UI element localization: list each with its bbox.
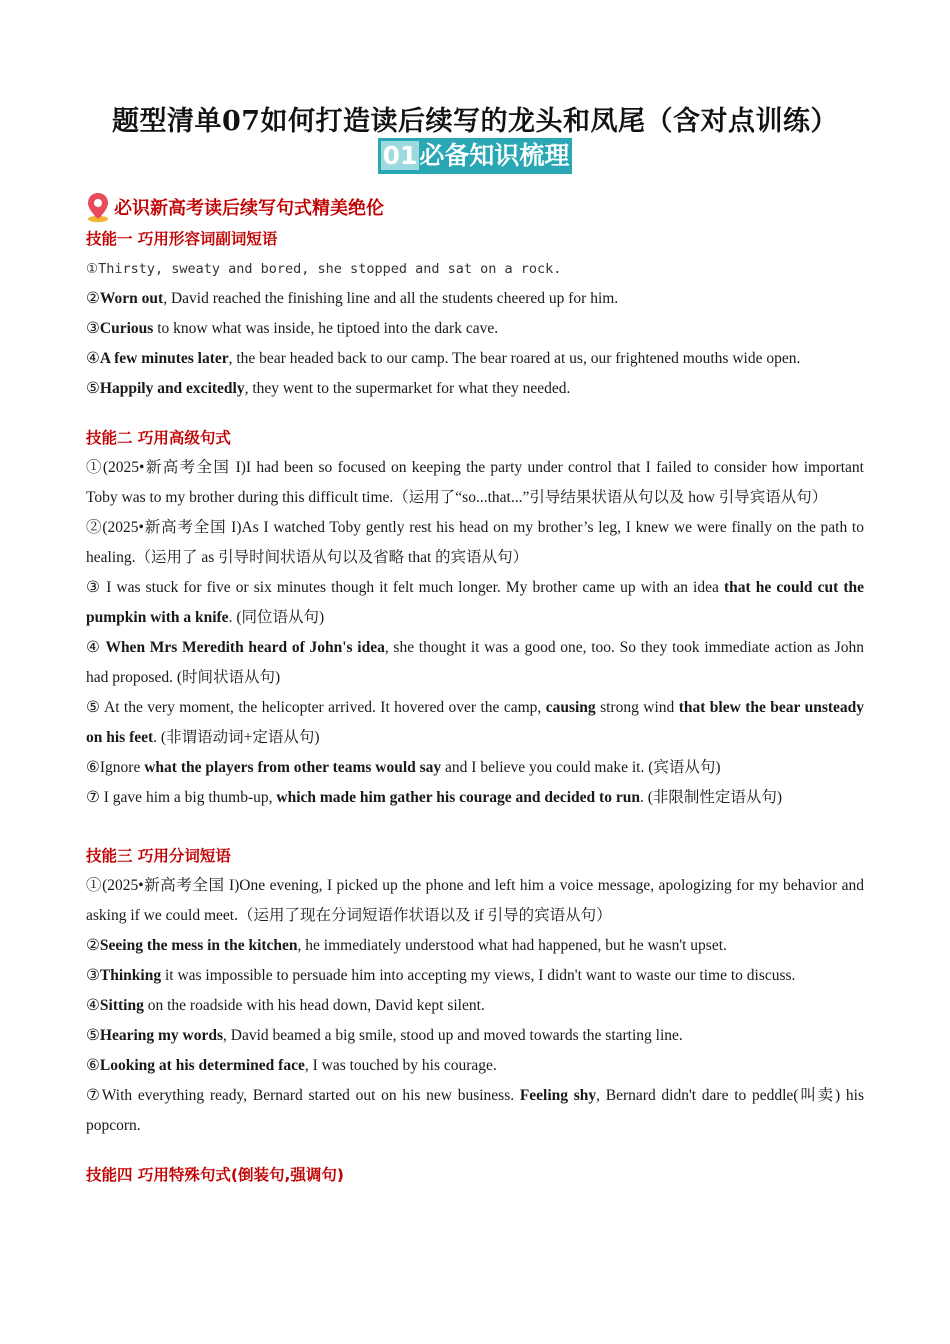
page-title: 题型清单07如何打造读后续写的龙头和凤尾（含对点训练） — [111, 106, 839, 137]
skill-heading-4: 技能四 巧用特殊句式(倒装句,强调句) — [86, 1166, 344, 1184]
skill-heading-3: 技能三 巧用分词短语 — [86, 847, 231, 865]
location-pin-icon — [84, 191, 112, 223]
list-item: ⑤Happily and excitedly, they went to the supermarket for what they needed. — [86, 380, 571, 397]
skill-heading-1: 技能一 巧用形容词副词短语 — [86, 230, 278, 248]
list-item: ①(2025•新高考全国 I)I had been so focused on keeping the party under control that I failed to consider how important Toby was to my brother during this difficult time.（运用了“so...that...”引导结果状语从句以及 how 引导宾语从句） — [86, 459, 864, 506]
subtitle-number: 01 — [382, 141, 418, 170]
list-item: ①Thirsty, sweaty and bored, she stopped and sat on a rock. — [86, 261, 562, 277]
list-item: ④ When Mrs Meredith heard of John's idea, she thought it was a good one, too. So they took immediate action as John had proposed. (时间状语从句) — [86, 639, 864, 686]
list-item: ⑦ I gave him a big thumb-up, which made him gather his courage and decided to run. (非限制性定语从句) — [86, 789, 783, 806]
list-item: ⑤Hearing my words, David beamed a big smile, stood up and moved towards the starting line. — [86, 1027, 683, 1044]
list-item: ②(2025•新高考全国 I)As I watched Toby gently rest his head on my brother’s leg, I knew we were finally on the path to healing.（运用了 as 引导时间状语从句以及省略 that 的宾语从句） — [86, 519, 864, 566]
list-item: ④A few minutes later, the bear headed back to our camp. The bear roared at us, our frightened mouths wide open. — [86, 350, 801, 367]
list-item: ④Sitting on the roadside with his head down, David kept silent. — [86, 997, 485, 1014]
subtitle-banner — [378, 138, 573, 174]
spacer — [86, 813, 864, 841]
spacer — [86, 404, 864, 423]
document-page — [86, 100, 864, 1190]
section-heading-text: 必识新高考读后续写句式精美绝伦 — [114, 198, 384, 219]
list-item: ⑦With everything ready, Bernard started out on his new business. Feeling shy, Bernard didn't dare to peddle(叫卖) his popcorn. — [86, 1087, 864, 1134]
subtitle-text: 必备知识梳理 — [419, 141, 570, 170]
list-item: ⑥Looking at his determined face, I was touched by his courage. — [86, 1057, 497, 1074]
list-item: ③Thinking it was impossible to persuade him into accepting my views, I didn't want to waste our time to discuss. — [86, 967, 796, 984]
list-item: ⑥Ignore what the players from other teams would say and I believe you could make it. (宾语从句) — [86, 759, 721, 776]
list-item: ②Seeing the mess in the kitchen, he immediately understood what had happened, but he wasn't upset. — [86, 937, 727, 954]
section-heading — [84, 190, 864, 224]
skill-heading-2: 技能二 巧用高级句式 — [86, 429, 231, 447]
list-item: ②Worn out, David reached the finishing line and all the students cheered up for him. — [86, 290, 619, 307]
list-item: ①(2025•新高考全国 I)One evening, I picked up the phone and left him a voice message, apologizing for my behavior and asking if we could meet.（运用了现在分词短语作状语以及 if 引导的宾语从句） — [86, 877, 864, 924]
list-item: ⑤ At the very moment, the helicopter arrived. It hovered over the camp, causing strong wind that blew the bear unsteady on his feet. (非谓语动词+定语从句) — [86, 699, 865, 746]
list-item: ③Curious to know what was inside, he tiptoed into the dark cave. — [86, 320, 499, 337]
spacer — [86, 1141, 864, 1160]
list-item: ③ I was stuck for five or six minutes though it felt much longer. My brother came up with an idea that he could cut the pumpkin with a knife. (同位语从句) — [86, 579, 864, 626]
